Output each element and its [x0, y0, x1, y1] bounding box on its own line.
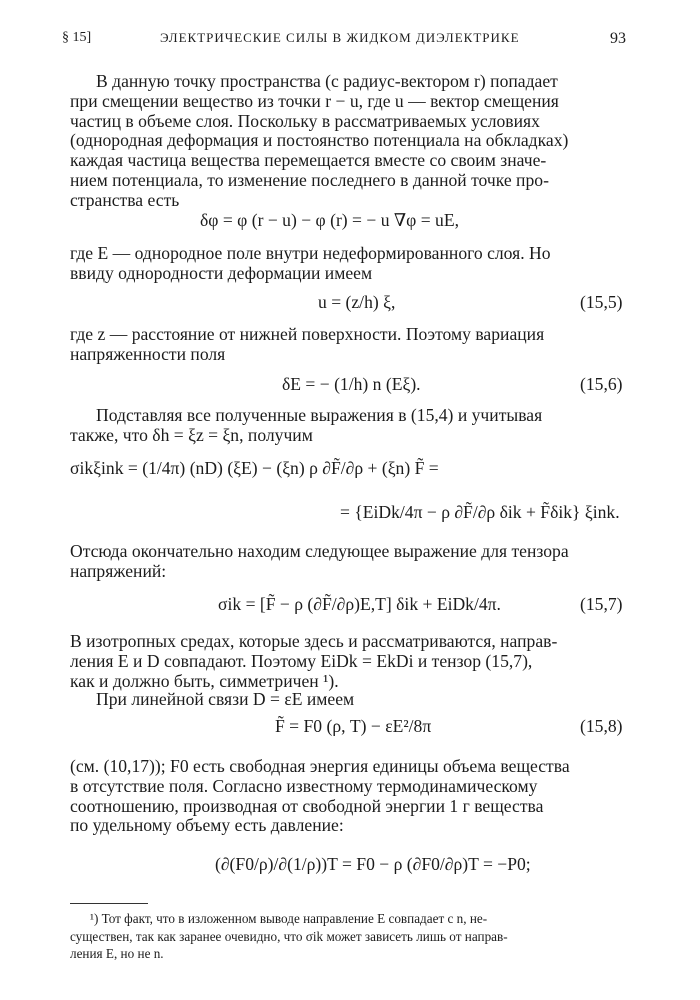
paragraph-4 [70, 406, 636, 446]
equation-number-15-5: (15,5) [580, 292, 623, 312]
text-line: в отсутствие поля. Согласно известному термодинамическому [70, 775, 538, 796]
text-line: ввиду однородности деформации имеем [70, 262, 373, 283]
equation-number-15-8: (15,8) [580, 716, 623, 736]
paragraph-7 [70, 690, 636, 710]
page-number: 93 [610, 30, 626, 47]
text-line: В данную точку пространства (с радиус-вектором r) попадает [96, 71, 558, 91]
text-line: также, что δh = ξz = ξn, получим [70, 424, 313, 445]
text-line: где z — расстояние от нижней поверхности. Поэтому вариация [70, 324, 545, 344]
text-line: где E — однородное поле внутри недеформированного слоя. Но [70, 243, 551, 263]
footnote-line: ¹) Тот факт, что в изложенном выводе направление E совпадает с n, не- [90, 911, 488, 926]
paragraph-3 [70, 325, 636, 365]
equation-delta-phi: δφ = φ (r − u) − φ (r) = − u ∇φ = uE, [200, 210, 459, 230]
footnote [70, 910, 636, 963]
footnote-line: ления E, но не n. [70, 946, 164, 961]
text-line: при смещении вещество из точки r − u, где u — вектор смещения [70, 90, 559, 111]
footnote-rule [70, 903, 148, 904]
text-line: Подставляя все полученные выражения в (15,4) и учитывая [96, 405, 543, 425]
paragraph-2 [70, 244, 636, 284]
text-line: напряженности поля [70, 343, 226, 364]
text-line: Отсюда окончательно находим следующее выражение для тензора [70, 541, 569, 561]
text-line: соотношению, производная от свободной энергии 1 г вещества [70, 795, 544, 816]
paragraph-6 [70, 632, 636, 691]
text-line: ления E и D совпадают. Поэтому EiDk = EkDi и тензор (15,7), [70, 650, 533, 671]
paragraph-5 [70, 542, 636, 582]
running-title: ЭЛЕКТРИЧЕСКИЕ СИЛЫ В ЖИДКОМ ДИЭЛЕКТРИКЕ [160, 30, 520, 45]
equation-15-5: u = (z/h) ξ, [318, 292, 396, 312]
equation-stress-line-2: = {EiDk/4π − ρ ∂F̃/∂ρ δik + F̃δik} ξink. [340, 502, 620, 522]
text-line: При линейной связи D = εE имеем [96, 689, 355, 709]
section-marker: § 15] [62, 30, 92, 45]
footnote-line: существен, так как заранее очевидно, что σik может зависеть лишь от направ- [70, 928, 508, 944]
equation-15-6: δE = − (1/h) n (Eξ). [282, 374, 421, 394]
text-line: (см. (10,17)); F0 есть свободная энергия единицы объема вещества [70, 756, 570, 776]
text-line: нием потенциала, то изменение последнего в данной точке про- [70, 169, 549, 190]
text-line: как и должно быть, симметричен ¹). [70, 670, 339, 691]
text-line: частиц в объеме слоя. Поскольку в рассматриваемых условиях [70, 110, 540, 131]
equation-stress-line-1: σikξink = (1/4π) (nD) (ξE) − (ξn) ρ ∂F̃/∂ρ + (ξn) F̃ = [70, 458, 439, 478]
text-line: (однородная деформация и постоянство потенциала на обкладках) [70, 130, 569, 151]
equation-15-8: F̃ = F0 (ρ, T) − εE²/8π [275, 716, 432, 736]
equation-15-7: σik = [F̃ − ρ (∂F̃/∂ρ)E,T] δik + EiDk/4π. [218, 594, 501, 614]
paragraph-1 [70, 72, 636, 211]
text-line: странства есть [70, 189, 180, 210]
text-line: каждая частица вещества перемещается вместе со своим значе- [70, 150, 547, 171]
text-line: по удельному объему есть давление: [70, 815, 344, 836]
equation-number-15-7: (15,7) [580, 594, 623, 614]
equation-number-15-6: (15,6) [580, 374, 623, 394]
equation-pressure: (∂(F0/ρ)/∂(1/ρ))T = F0 − ρ (∂F0/∂ρ)T = −P0; [215, 854, 531, 874]
text-line: В изотропных средах, которые здесь и рассматриваются, направ- [70, 631, 558, 651]
paragraph-8 [70, 757, 636, 836]
text-line: напряжений: [70, 560, 167, 581]
